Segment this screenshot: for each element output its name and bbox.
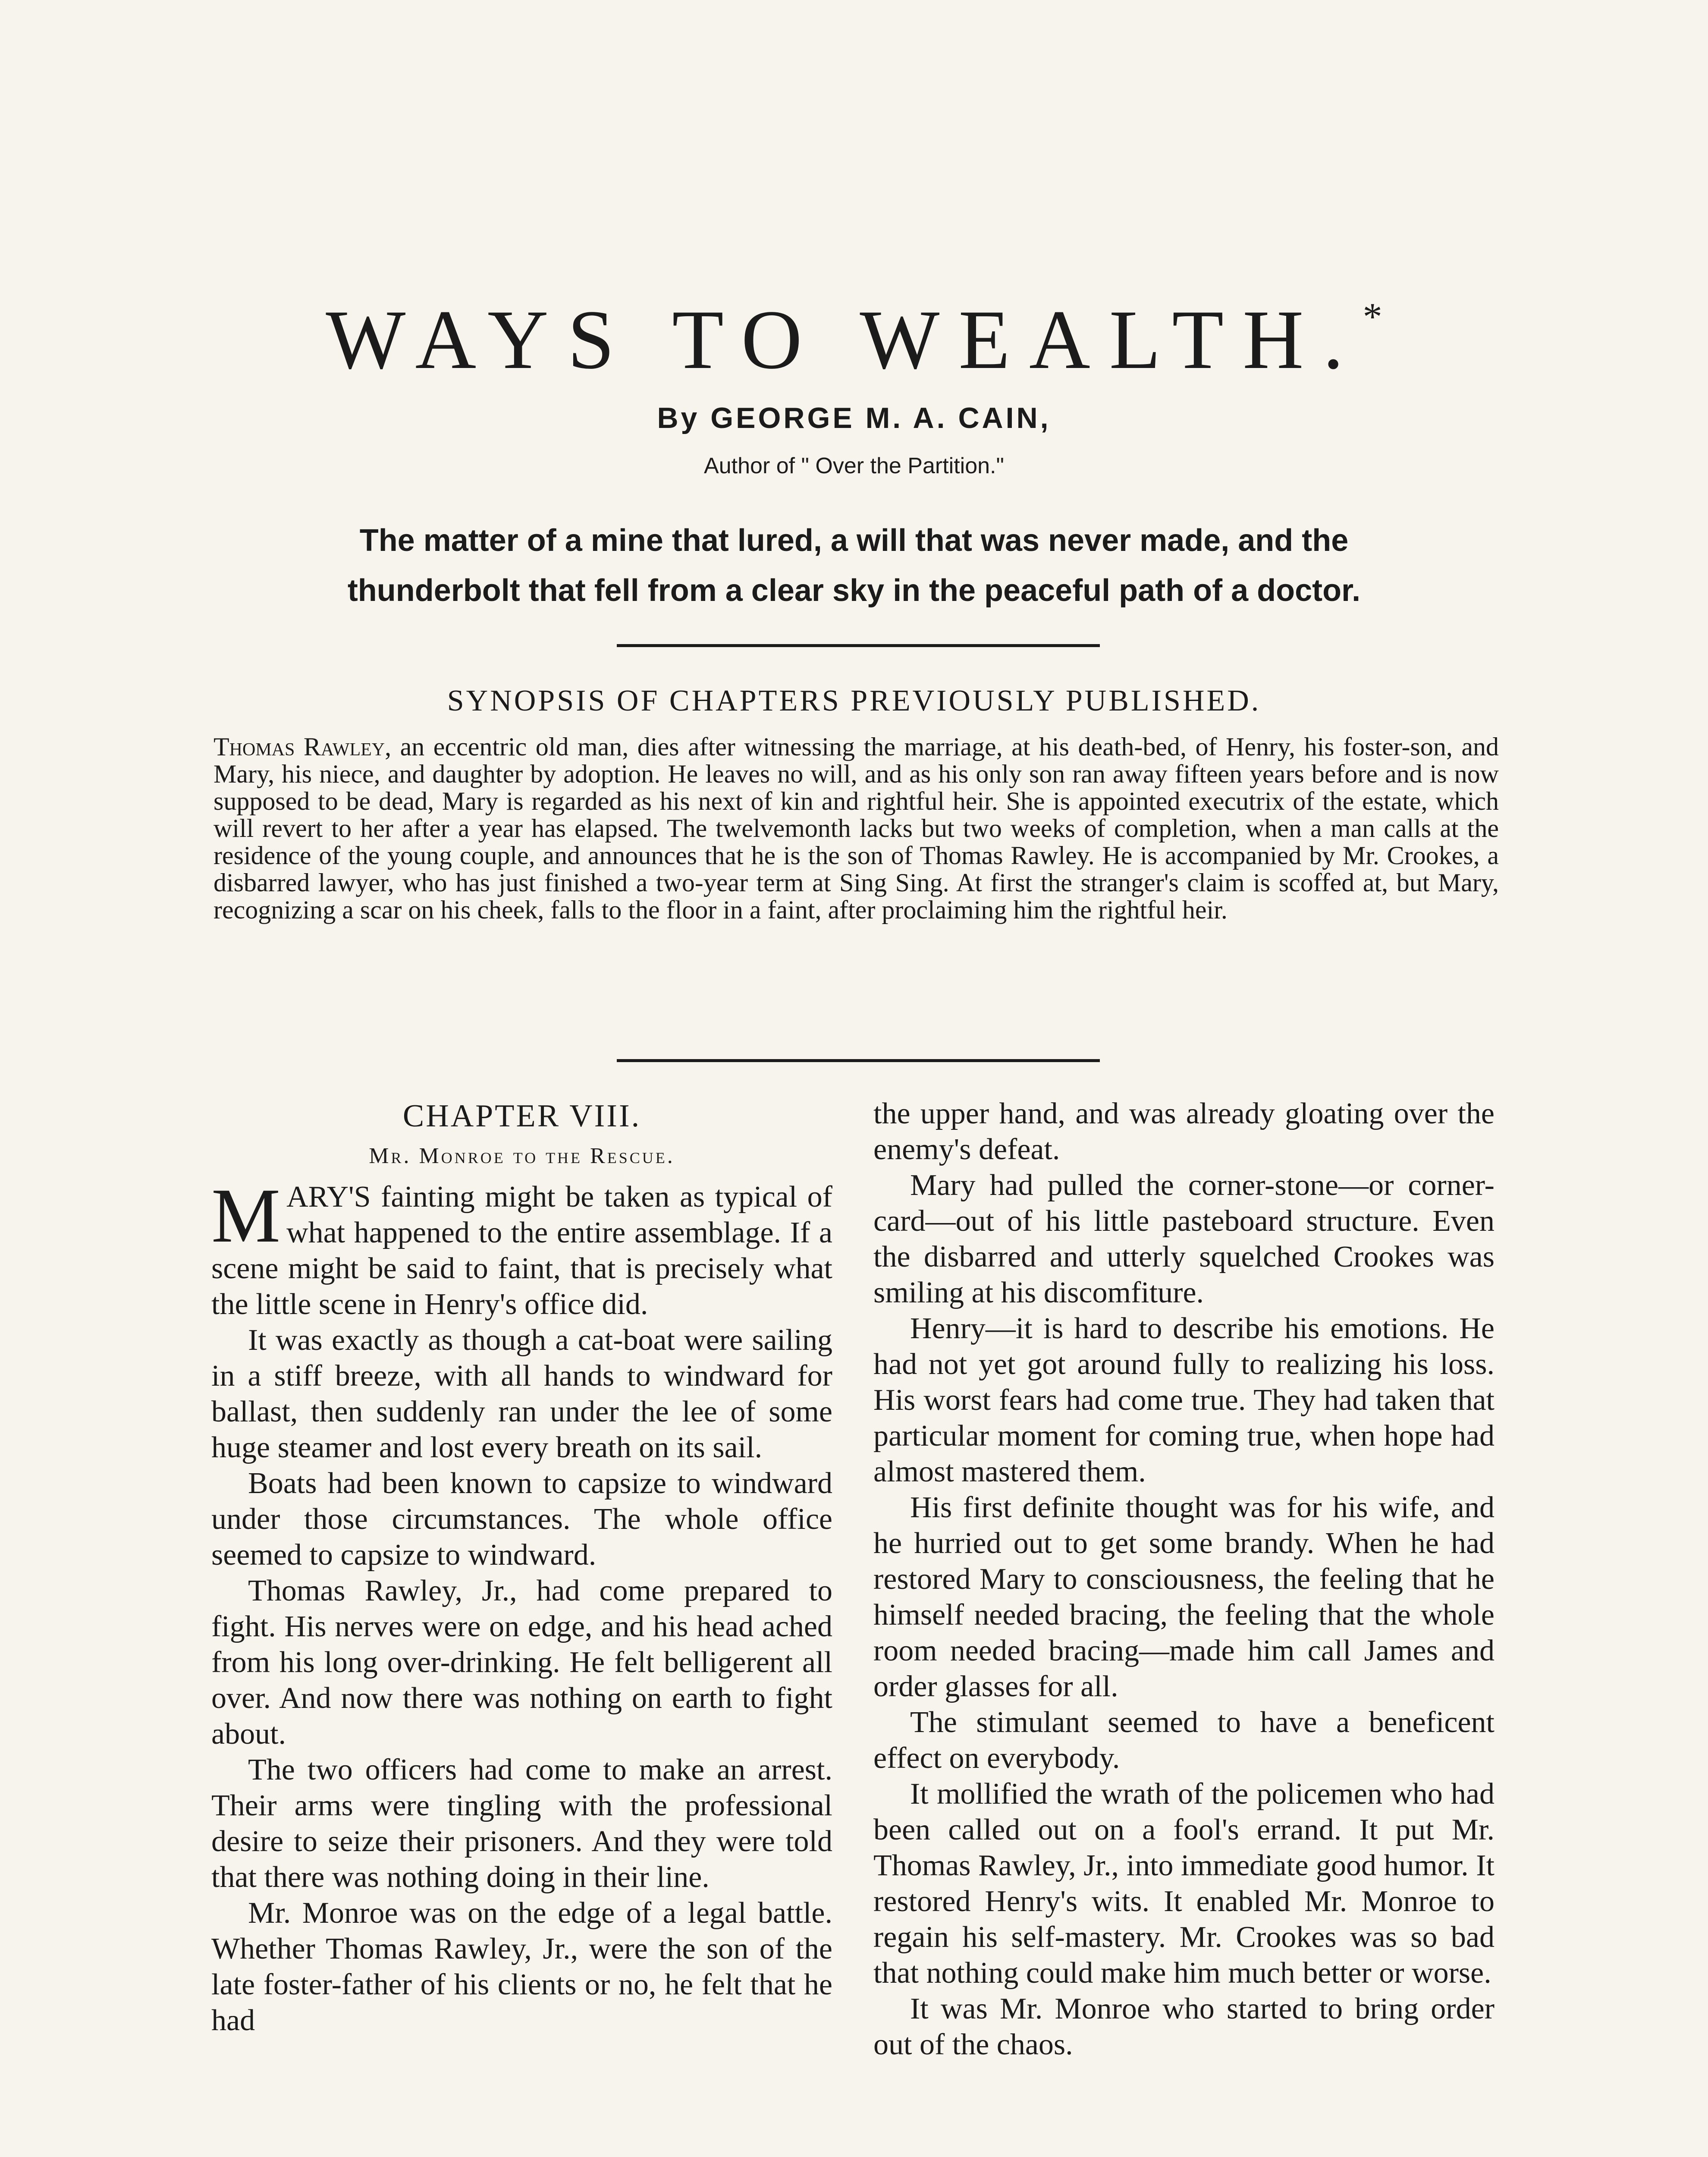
divider-rule (617, 644, 1100, 647)
synopsis-body (214, 733, 1499, 924)
paragraph: The stimulant seemed to have a beneficent effect on everybody. (873, 1706, 1494, 1775)
paragraph: Mary had pulled the corner-stone—or corner-card—out of his little pasteboard structure. Even the disbarred and utterly squelched Crookes was smiling at his discomfiture. (873, 1169, 1494, 1309)
title-footnote-mark: * (1363, 296, 1382, 338)
byline: By GEORGE M. A. CAIN, (657, 402, 1051, 434)
paragraph-text: ARY'S fainting might be taken as typical of what happened to the entire assemblage. If a scene might be said to faint, that is precisely what the little scene in Henry's office did. (211, 1180, 832, 1321)
right-column (873, 1096, 1494, 2063)
synopsis-heading: SYNOPSIS OF CHAPTERS PREVIOUSLY PUBLISHED. (447, 684, 1261, 717)
left-column (211, 1096, 832, 2038)
paragraph: the upper hand, and was already gloating over the enemy's defeat. (873, 1097, 1494, 1166)
paragraph: It mollified the wrath of the policemen who had been called out on a fool's errand. It put Mr. Thomas Rawley, Jr., into immediate good humor. It restored Henry's wits. It enabled Mr. Monroe to regain his self-mastery. Mr. Crookes was so bad that nothing could make him much better or worse. (873, 1777, 1494, 1990)
author-credit: Author of " Over the Partition." (704, 453, 1004, 478)
story-title (0, 293, 1708, 387)
drop-cap: M (211, 1173, 281, 1258)
synopsis-text: an eccentric old man, dies after witnessing the marriage, at his death-bed, of Henry, his foster-son, and Mary, his niece, and daughter by adoption. He leaves no will, and as his only son ran away fifteen years before and is now supposed to be dead, Mary is regarded as his next of kin and rightful heir. She is appointed executrix of the estate, which will revert to her after a year has elapsed. The twelvemonth lacks but two weeks of completion, when a man calls at the residence of the young couple, and announces that he is the son of Thomas Rawley. He is accompanied by Mr. Crookes, a disbarred lawyer, who has just finished a two-year term at Sing Sing. At first the stranger's claim is scoffed at, but Mary, recognizing a scar on his cheek, falls to the floor in a faint, after proclaiming him the rightful heir. (214, 733, 1499, 924)
chapter-title: CHAPTER VIII. (402, 1098, 641, 1134)
story-deck: The matter of a mine that lured, a will that was never made, and the thunderbolt that fell from a clear sky in the peaceful path of a doctor. (347, 523, 1361, 608)
divider-rule (617, 1059, 1100, 1062)
paragraph: Mr. Monroe was on the edge of a legal battle. Whether Thomas Rawley, Jr., were the son of the late foster-father of his clients or no, he felt that he had (211, 1896, 832, 2037)
paragraph: His first definite thought was for his wife, and he hurried out to get some brandy. When he had restored Mary to consciousness, the feeling that he himself needed bracing, the feeling that the whole room needed bracing—made him call James and order glasses for all. (873, 1491, 1494, 1703)
synopsis-lead: Thomas Rawley, (214, 733, 392, 761)
paragraph: Thomas Rawley, Jr., had come prepared to fight. His nerves were on edge, and his head ached from his long over-drinking. He felt belligerent all over. And now there was nothing on earth to fight about. (211, 1574, 832, 1751)
paragraph: Boats had been known to capsize to windward under those circumstances. The whole office seemed to capsize to windward. (211, 1467, 832, 1572)
paragraph: It was Mr. Monroe who started to bring order out of the chaos. (873, 1992, 1494, 2061)
paragraph: Henry—it is hard to describe his emotions. He had not yet got around fully to realizing his loss. His worst fears had come true. They had taken that particular moment for coming true, when hope had almost mastered them. (873, 1312, 1494, 1488)
paragraph: It was exactly as though a cat-boat were sailing in a stiff breeze, with all hands to windward for ballast, then suddenly ran under the lee of some huge steamer and lost every breath on its sail. (211, 1324, 832, 1464)
story-title-text: WAYS TO WEALTH. (326, 293, 1363, 387)
paragraph: The two officers had come to make an arrest. Their arms were tingling with the professional desire to seize their prisoners. And they were told that there was nothing doing in their line. (211, 1753, 832, 1894)
paragraph (211, 1173, 832, 1322)
chapter-subtitle: Mr. Monroe to the Rescue. (369, 1144, 675, 1168)
